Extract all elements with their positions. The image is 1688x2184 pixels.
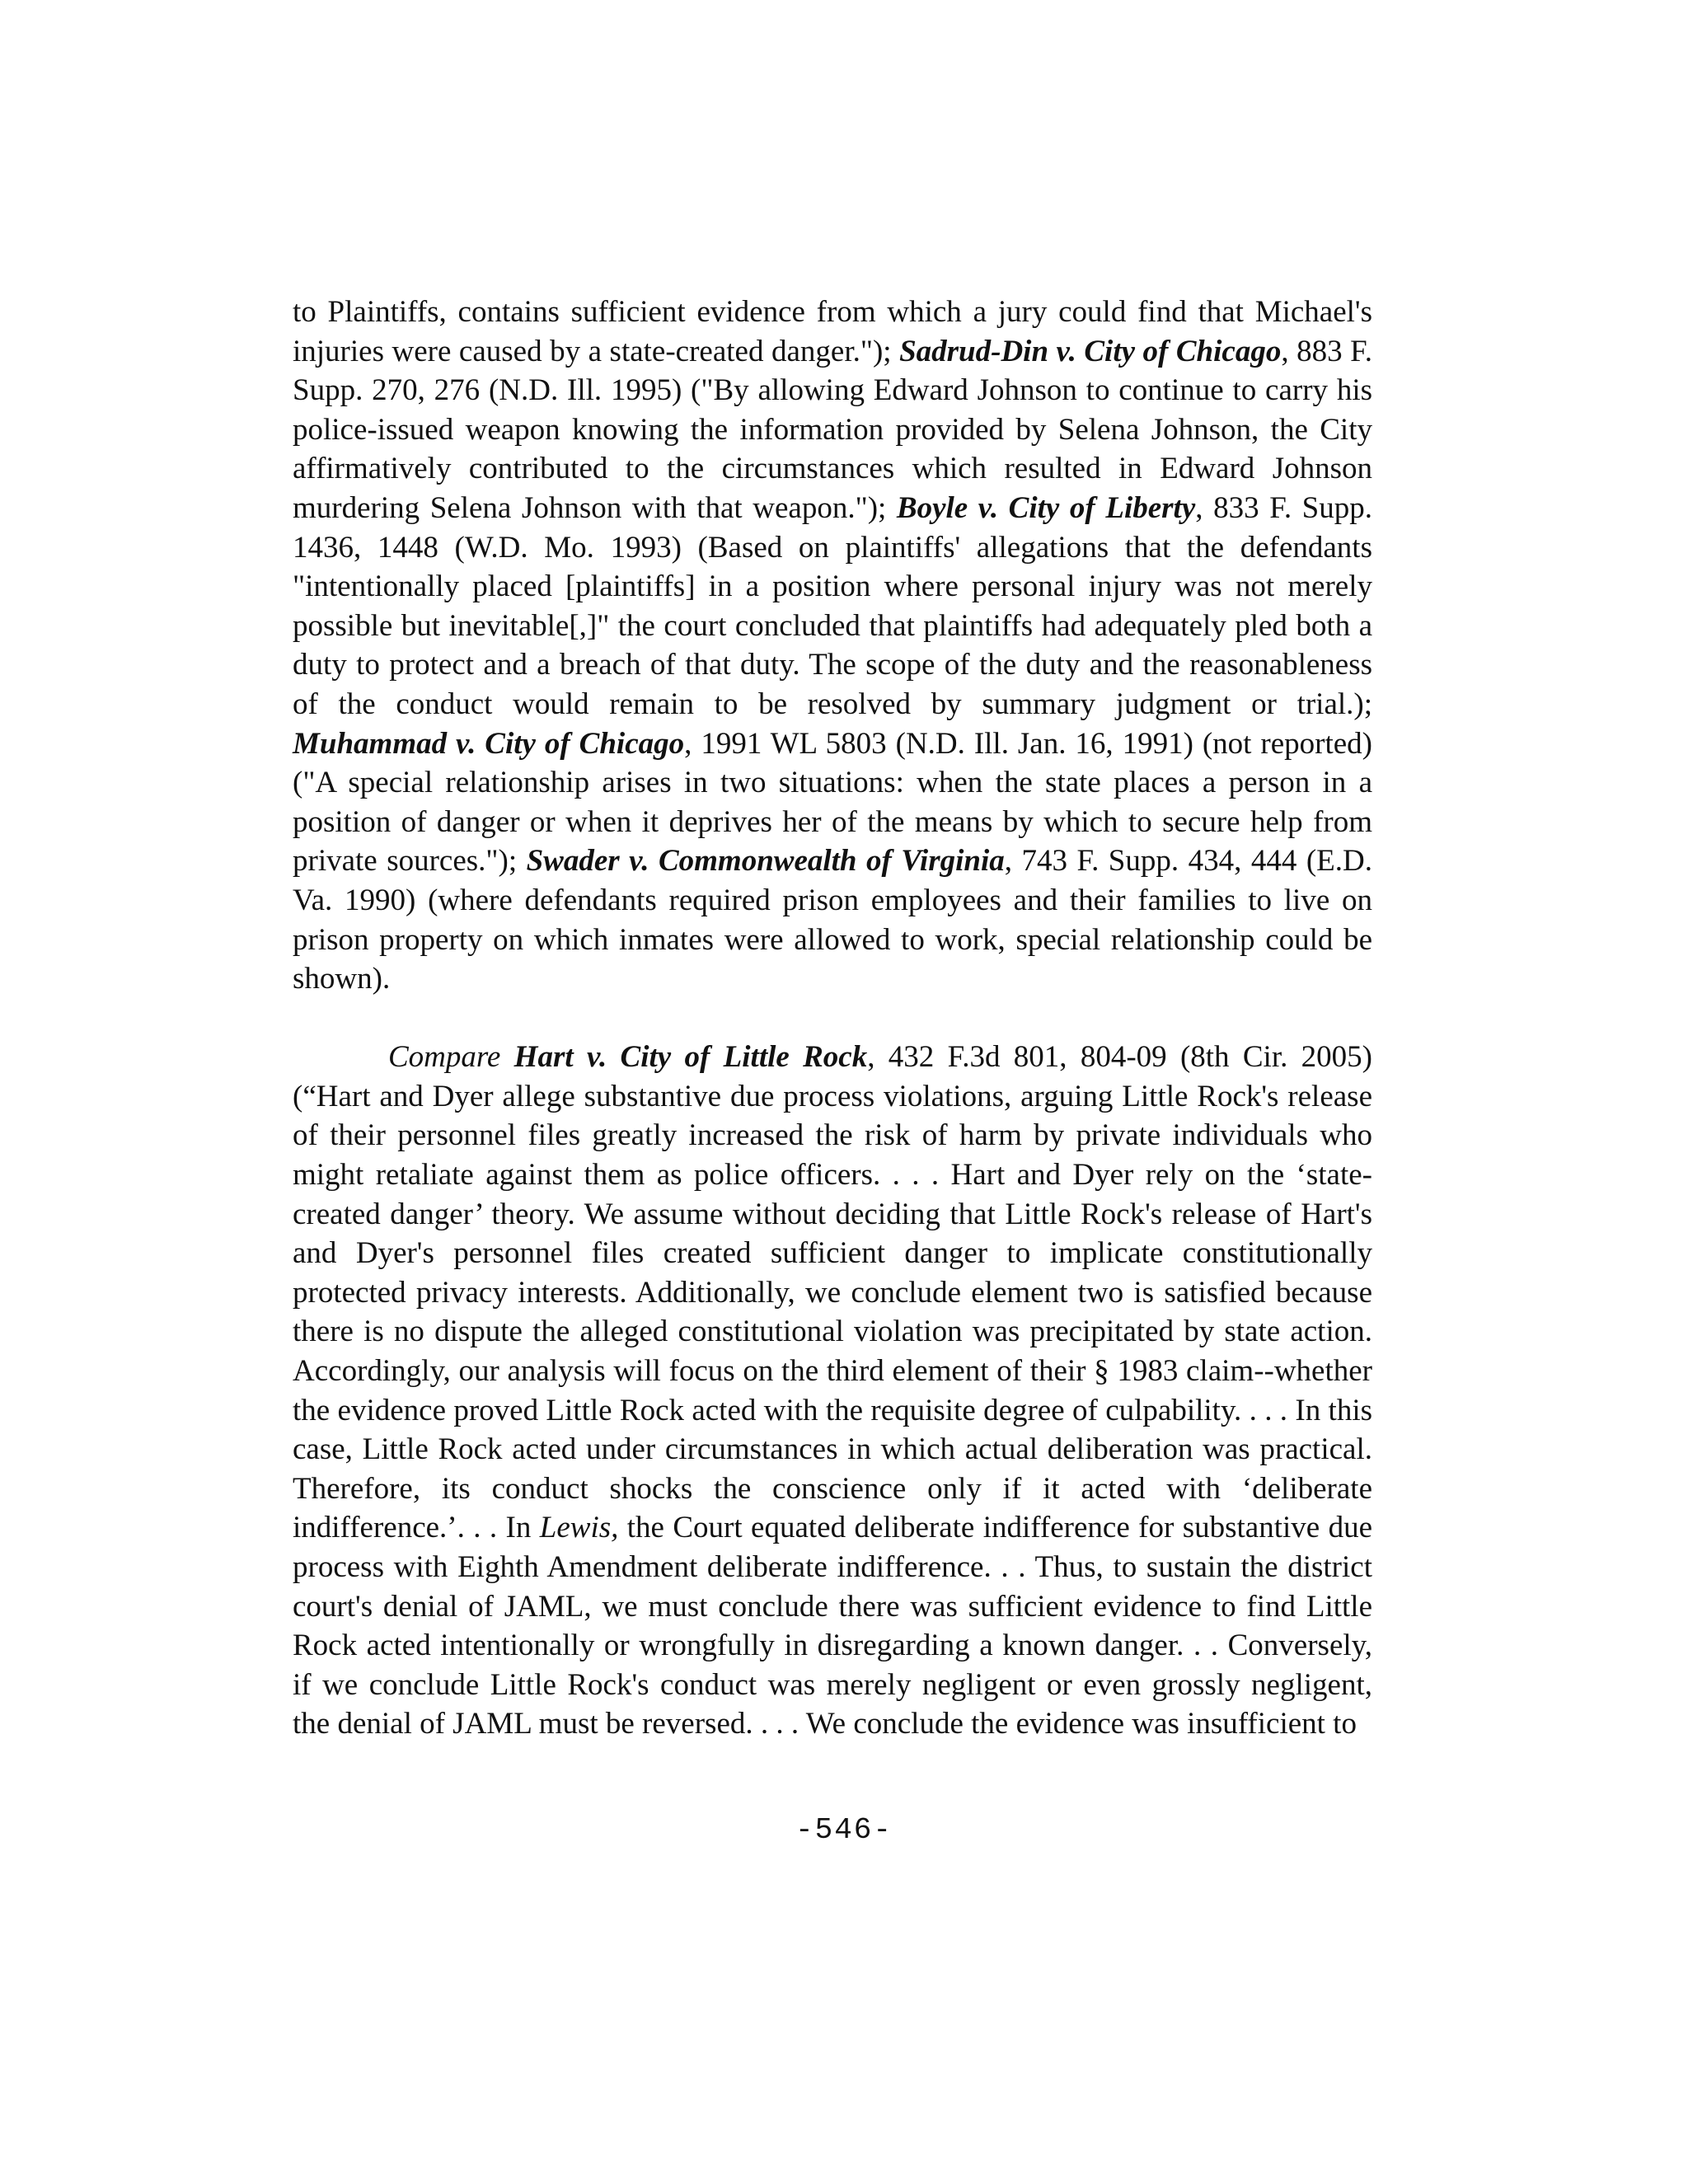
case-name: Sadrud-Din v. City of Chicago (899, 334, 1282, 368)
body-text (293, 293, 1372, 1744)
text-run: the Court equated deliberate indifference for substantive due process with Eighth Amendment deliberate indifference. . . Thus, to sustain the district court's denial of JAML, we must conclude there was sufficient evidence to find Little Rock acted intentionally or wrongfully in disregarding a known danger. . . Conversely, if we conclude Little Rock's conduct was merely negligent or even grossly negligent, the denial of JAML must be reversed. . . . We conclude the evidence was insufficient to (293, 1511, 1372, 1741)
text-run: , 1991 WL 5803 (N.D. Ill. Jan. 16, 1991) (not reported) ("A special relationship arises in two situations: when the state places a person in a position of danger or when it deprives her of the means by which to secure help from private sources."); (293, 726, 1372, 879)
text-run: to Plaintiffs, contains sufficient evidence from which a jury could find that Michael's injuries were caused by a state-created danger."); (293, 295, 1372, 368)
paragraph-compare (293, 1038, 1372, 1744)
text-run: , 833 F. Supp. 1436, 1448 (W.D. Mo. 1993) (Based on plaintiffs' allegations that the defendants "intentionally placed [plaintiffs] in a position where personal injury was not merely possible but inevitable[,]" the court concluded that plaintiffs had adequately pled both a duty to protect and a breach of that duty. The scope of the duty and the reasonableness of the conduct would remain to be resolved by summary judgment or trial.); (293, 490, 1372, 721)
text-run: , 743 F. Supp. 434, 444 (E.D. Va. 1990) (where defendants required prison employees and their families to live on prison property on which inmates were allowed to work, special relationship could be shown). (293, 844, 1372, 996)
case-name: Hart v. City of Little Rock (513, 1040, 868, 1075)
page-number: -546- (795, 1813, 893, 1847)
case-name: Muhammad v. City of Chicago (293, 726, 685, 761)
case-name: Boyle v. City of Liberty (896, 490, 1196, 525)
text-run: , 432 F.3d 801, 804-09 (8th Cir. 2005) (“Hart and Dyer allege substantive due process violations, arguing Little Rock's release of their personnel files greatly increased the risk of harm by private individuals who might retaliate against them as police officers. . . . Hart and Dyer rely on the ‘state-created danger’ theory. We assume without deciding that Little Rock's release of Hart's and Dyer's personnel files created sufficient danger to implicate constitutionally protected privacy interests. Additionally, we conclude element two is satisfied because there is no dispute the alleged constitutional violation was precipitated by state action. Accordingly, our analysis will focus on the third element of their § 1983 claim--whether the evidence proved Little Rock acted with the requisite degree of culpability. . . . In this case, Little Rock acted under circumstances in which actual deliberation was practical. Therefore, its conduct shocks the conscience only if it acted with ‘deliberate indifference.’. . . In (293, 1040, 1372, 1545)
paragraph-continued-citations (293, 293, 1372, 999)
citation-signal: Compare (388, 1040, 501, 1075)
case-name: Swader v. Commonwealth of Virginia (526, 844, 1005, 879)
text-run: , 883 F. Supp. 270, 276 (N.D. Ill. 1995) ("By allowing Edward Johnson to continue to carry his police-issued weapon knowing the information provided by Selena Johnson, the City affirmatively contributed to the circumstances which resulted in Edward Johnson murdering Selena Johnson with that weapon."); (293, 334, 1372, 525)
italic-case-reference: Lewis, (539, 1511, 619, 1545)
